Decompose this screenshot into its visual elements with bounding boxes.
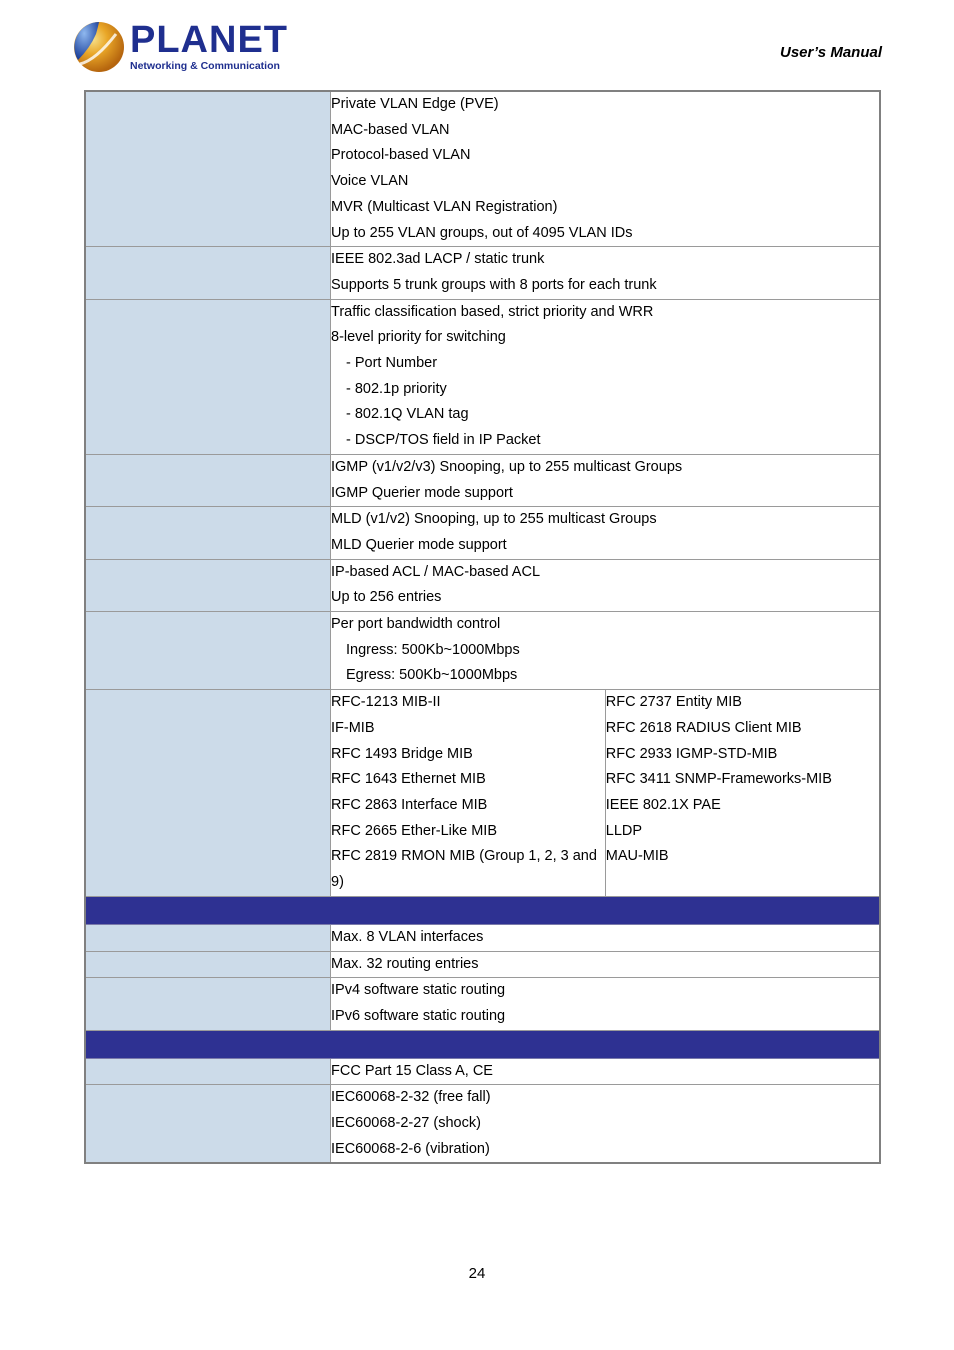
row-label-cell — [85, 299, 331, 454]
list-item: IPv4 software static routing — [331, 982, 506, 999]
mib-left-cell — [331, 690, 606, 897]
trunk-cell — [331, 247, 881, 299]
list-item: IGMP (v1/v2/v3) Snooping, up to 255 multicast Groups — [331, 458, 683, 475]
list-item: - 802.1Q VLAN tag — [346, 406, 469, 423]
list-item: MVR (Multicast VLAN Registration) — [331, 198, 558, 215]
mib-right-cell — [605, 690, 880, 897]
list-item: RFC 2863 Interface MIB — [331, 796, 488, 813]
list-item: Traffic classification based, strict priority and WRR — [331, 303, 654, 320]
list-item: IP-based ACL / MAC-based ACL — [331, 563, 541, 580]
acl-cell — [331, 559, 881, 611]
table-row — [85, 1085, 880, 1164]
list-item: - Port Number — [346, 355, 438, 372]
page-header — [0, 0, 954, 88]
section-bar-cell — [85, 896, 880, 924]
list-item: RFC 2665 Ether-Like MIB — [331, 822, 498, 839]
list-item: - 802.1p priority — [346, 380, 447, 397]
row-label-cell — [85, 978, 331, 1030]
list-item: Egress: 500Kb~1000Mbps — [346, 667, 518, 684]
globe-icon — [72, 20, 128, 76]
static-routing-cell — [331, 978, 881, 1030]
section-header-bar — [85, 1030, 880, 1058]
list-item: RFC 2819 RMON MIB (Group 1, 2, 3 and 9) — [331, 848, 597, 891]
list-item: IEC60068-2-27 (shock) — [331, 1115, 481, 1132]
vlan-interfaces-cell — [331, 924, 881, 951]
table-row — [85, 690, 880, 897]
row-label-cell — [85, 559, 331, 611]
table-row — [85, 454, 880, 506]
table-row — [85, 978, 880, 1030]
row-label-cell — [85, 951, 331, 978]
list-item: IGMP Querier mode support — [331, 484, 513, 501]
row-label-cell — [85, 612, 331, 690]
igmp-cell — [331, 454, 881, 506]
list-item: Ingress: 500Kb~1000Mbps — [346, 641, 520, 658]
list-item: RFC 2618 RADIUS Client MIB — [605, 719, 802, 736]
list-item: Voice VLAN — [331, 173, 409, 190]
row-label-cell — [85, 924, 331, 951]
list-item: Protocol-based VLAN — [331, 147, 471, 164]
row-label-cell — [85, 247, 331, 299]
list-item: Up to 256 entries — [331, 589, 442, 606]
specification-table — [84, 90, 881, 1164]
list-item: RFC 2737 Entity MIB — [605, 694, 742, 711]
manual-title: User’s Manual — [780, 44, 882, 61]
row-label-cell — [85, 690, 331, 897]
page-number: 24 — [468, 1265, 486, 1282]
planet-logo — [72, 19, 288, 78]
row-label-cell — [85, 1085, 331, 1164]
list-item: RFC-1213 MIB-II — [331, 694, 441, 711]
row-label-cell — [85, 1058, 331, 1085]
list-item: MAU-MIB — [605, 848, 669, 865]
list-item: LLDP — [605, 822, 643, 839]
list-item: Up to 255 VLAN groups, out of 4095 VLAN IDs — [331, 224, 633, 241]
list-item: IEEE 802.3ad LACP / static trunk — [331, 251, 545, 268]
table-row — [85, 1058, 880, 1085]
list-item: RFC 2933 IGMP-STD-MIB — [605, 745, 778, 762]
table-row — [85, 299, 880, 454]
table-row — [85, 507, 880, 559]
list-item: Max. 32 routing entries — [331, 955, 479, 972]
table-row — [85, 612, 880, 690]
list-item: Supports 5 trunk groups with 8 ports for each trunk — [331, 276, 657, 293]
section-header-bar — [85, 896, 880, 924]
mld-cell — [331, 507, 881, 559]
list-item: IPv6 software static routing — [331, 1007, 506, 1024]
row-label-cell — [85, 507, 331, 559]
list-item: IEC60068-2-32 (free fall) — [331, 1089, 491, 1106]
vlan-cell — [331, 91, 881, 247]
list-item: MLD Querier mode support — [331, 536, 507, 553]
list-item: RFC 1643 Ethernet MIB — [331, 771, 486, 788]
qos-cell — [331, 299, 881, 454]
list-item: MAC-based VLAN — [331, 121, 450, 138]
list-item: IF-MIB — [331, 719, 375, 736]
table-row — [85, 91, 880, 247]
list-item: Private VLAN Edge (PVE) — [331, 96, 499, 112]
list-item: RFC 3411 SNMP-Frameworks-MIB — [605, 771, 832, 788]
routing-entries-cell — [331, 951, 881, 978]
stability-cell — [331, 1085, 881, 1164]
list-item: FCC Part 15 Class A, CE — [331, 1062, 493, 1079]
logo-subtitle: Networking & Communication — [130, 60, 280, 72]
list-item: - DSCP/TOS field in IP Packet — [346, 432, 541, 449]
list-item: IEEE 802.1X PAE — [605, 796, 721, 813]
logo-text: PLANET — [130, 19, 288, 61]
section-bar-cell — [85, 1030, 880, 1058]
table-row — [85, 559, 880, 611]
table-row — [85, 924, 880, 951]
list-item: RFC 1493 Bridge MIB — [331, 745, 473, 762]
list-item: Max. 8 VLAN interfaces — [331, 928, 484, 945]
list-item: MLD (v1/v2) Snooping, up to 255 multicast Groups — [331, 511, 657, 528]
table-row — [85, 951, 880, 978]
table-row — [85, 247, 880, 299]
list-item: 8-level priority for switching — [331, 329, 506, 346]
row-label-cell — [85, 91, 331, 247]
emi-cell — [331, 1058, 881, 1085]
bandwidth-cell — [331, 612, 881, 690]
row-label-cell — [85, 454, 331, 506]
list-item: IEC60068-2-6 (vibration) — [331, 1140, 490, 1157]
list-item: Per port bandwidth control — [331, 616, 501, 633]
